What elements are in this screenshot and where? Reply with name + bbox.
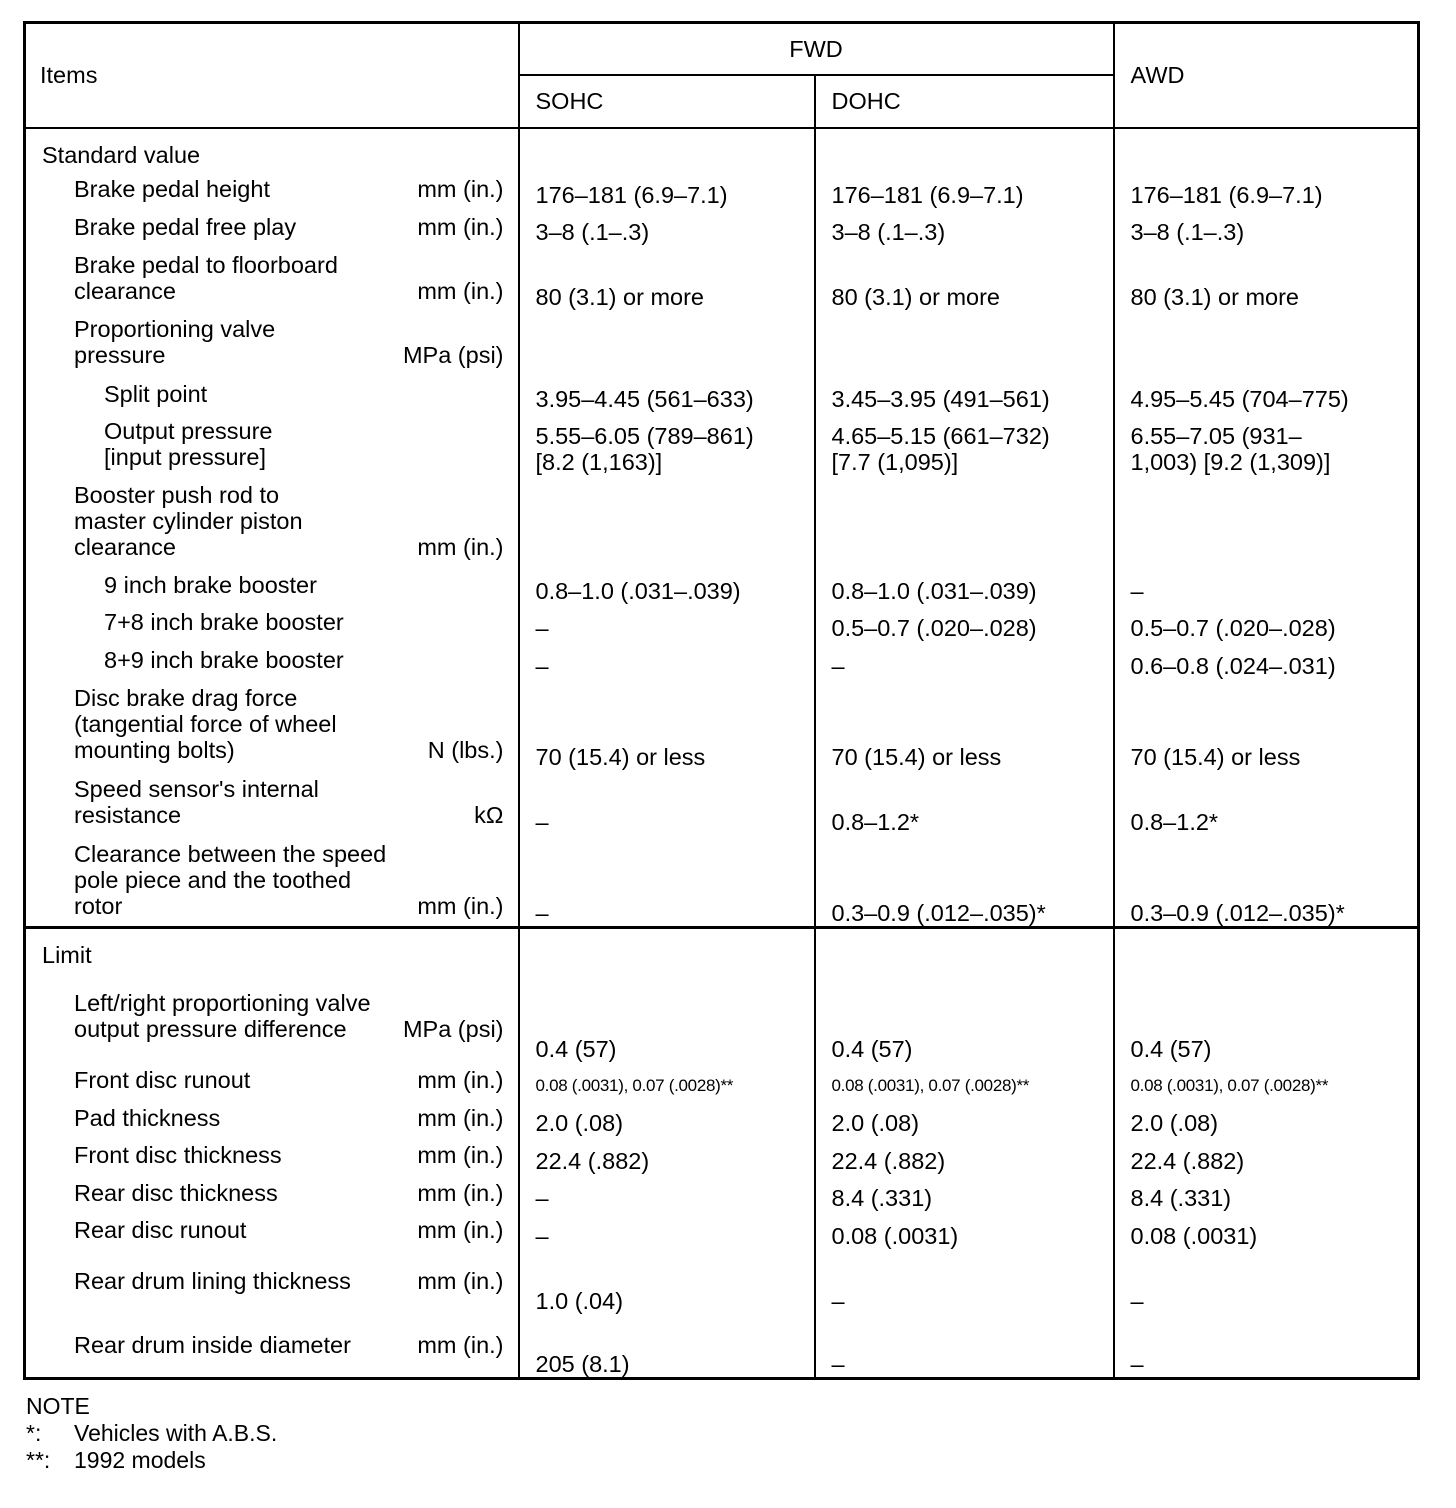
item-cell <box>25 770 519 835</box>
awd-value: 4.95–5.45 (704–775) <box>1130 386 1349 413</box>
dohc-cell <box>815 1174 1114 1211</box>
awd-value: – <box>1130 1287 1144 1314</box>
item-cell <box>25 1099 519 1136</box>
dohc-value: 80 (3.1) or more <box>831 284 1000 311</box>
item-cell <box>25 412 519 475</box>
item-label: Pad thickness <box>74 1104 221 1131</box>
item-unit: mm (in.) <box>417 893 504 920</box>
rows-limit <box>25 970 1419 1378</box>
awd-cell <box>1114 310 1419 375</box>
header-items: Items <box>25 23 519 128</box>
section-title-limit: Limit <box>42 941 92 968</box>
table-row <box>25 1099 1419 1136</box>
dohc-cell <box>815 835 1114 928</box>
section-title-standard: Standard value <box>42 141 201 168</box>
item-cell <box>25 1174 519 1211</box>
awd-cell <box>1114 604 1419 641</box>
awd-value: 0.08 (.0031), 0.07 (.0028)** <box>1130 1075 1329 1095</box>
table-row <box>25 1211 1419 1248</box>
sohc-value: 3.95–4.45 (561–633) <box>535 386 754 413</box>
dohc-cell <box>815 1136 1114 1173</box>
table-row <box>25 170 1419 207</box>
table-row <box>25 1249 1419 1314</box>
note-title: NOTE <box>26 1393 90 1419</box>
table-row <box>25 770 1419 835</box>
item-label: Clearance between the speed pole piece and the toothed rotor <box>74 841 387 920</box>
header-sohc: SOHC <box>519 75 815 128</box>
item-label: 9 inch brake booster <box>104 572 317 598</box>
table-row <box>25 604 1419 641</box>
table-row <box>25 245 1419 310</box>
item-unit: mm (in.) <box>417 1142 504 1169</box>
item-unit: mm (in.) <box>417 1067 504 1094</box>
item-unit: mm (in.) <box>417 1332 504 1359</box>
sohc-value: 80 (3.1) or more <box>535 284 704 311</box>
sohc-cell <box>519 475 815 566</box>
item-label: Brake pedal free play <box>74 213 297 240</box>
awd-value: 0.5–0.7 (.020–.028) <box>1130 615 1336 642</box>
dohc-cell <box>815 679 1114 770</box>
item-cell <box>25 1211 519 1248</box>
sohc-cell <box>519 1136 815 1173</box>
item-label: 7+8 inch brake booster <box>104 609 344 636</box>
item-label: Split point <box>104 380 208 407</box>
sohc-value: – <box>535 615 549 642</box>
awd-value: 80 (3.1) or more <box>1130 284 1299 311</box>
awd-value: 2.0 (.08) <box>1130 1110 1219 1137</box>
awd-cell <box>1114 970 1419 1061</box>
dohc-value: 0.3–0.9 (.012–.035)* <box>831 900 1046 927</box>
sohc-value: 70 (15.4) or less <box>535 743 706 770</box>
table-row <box>25 475 1419 566</box>
awd-value: 6.55–7.05 (931– 1,003) [9.2 (1,309)] <box>1130 423 1331 476</box>
item-unit: mm (in.) <box>417 533 504 560</box>
sohc-value: 2.0 (.08) <box>535 1110 624 1137</box>
item-label: Front disc runout <box>74 1067 251 1094</box>
awd-cell <box>1114 641 1419 678</box>
table-row <box>25 412 1419 475</box>
dohc-value: 0.4 (57) <box>831 1035 913 1062</box>
sohc-value: 0.08 (.0031), 0.07 (.0028)** <box>535 1075 734 1095</box>
table-row <box>25 1136 1419 1173</box>
notes <box>26 1393 277 1474</box>
dohc-cell <box>815 770 1114 835</box>
awd-cell <box>1114 245 1419 310</box>
dohc-cell <box>815 1314 1114 1379</box>
awd-cell <box>1114 1136 1419 1173</box>
dohc-cell <box>815 1211 1114 1248</box>
item-cell <box>25 245 519 310</box>
item-cell <box>25 835 519 928</box>
dohc-cell <box>815 1249 1114 1314</box>
dohc-value: 0.08 (.0031) <box>831 1222 959 1249</box>
sohc-value: 0.8–1.0 (.031–.039) <box>535 577 741 604</box>
item-cell <box>25 604 519 641</box>
item-label: Rear drum inside diameter <box>74 1332 351 1359</box>
item-unit: mm (in.) <box>417 277 504 304</box>
sohc-value: – <box>535 900 549 927</box>
dohc-cell <box>815 245 1114 310</box>
awd-value: 0.3–0.9 (.012–.035)* <box>1130 900 1345 927</box>
section-standard <box>25 128 1419 171</box>
item-label: Front disc thickness <box>74 1142 282 1169</box>
note-mark-2: **: <box>26 1447 51 1473</box>
dohc-cell <box>815 604 1114 641</box>
dohc-cell <box>815 475 1114 566</box>
item-label: Output pressure [input pressure] <box>104 417 273 470</box>
table-row <box>25 375 1419 412</box>
dohc-value: – <box>831 1351 845 1377</box>
sohc-cell <box>519 1211 815 1248</box>
item-cell <box>25 1249 519 1314</box>
item-cell <box>25 679 519 770</box>
awd-value: 0.4 (57) <box>1130 1035 1212 1062</box>
table-row <box>25 1314 1419 1379</box>
awd-cell <box>1114 1314 1419 1379</box>
awd-cell <box>1114 835 1419 928</box>
spec-table <box>23 21 1420 1380</box>
awd-value: – <box>1130 1351 1144 1377</box>
item-unit: mm (in.) <box>417 1268 504 1295</box>
dohc-value: – <box>831 652 845 679</box>
item-unit: mm (in.) <box>417 1179 504 1206</box>
awd-value: 176–181 (6.9–7.1) <box>1130 181 1323 208</box>
item-label: Booster push rod to master cylinder piston clearance <box>74 481 303 560</box>
table-row <box>25 310 1419 375</box>
item-cell <box>25 1136 519 1173</box>
dohc-cell <box>815 970 1114 1061</box>
awd-cell <box>1114 679 1419 770</box>
item-unit: mm (in.) <box>417 1104 504 1131</box>
item-unit: MPa (psi) <box>402 1015 504 1042</box>
awd-value: 0.8–1.2* <box>1130 808 1219 835</box>
header-awd: AWD <box>1114 23 1419 128</box>
dohc-value: 0.5–0.7 (.020–.028) <box>831 615 1037 642</box>
awd-cell <box>1114 1174 1419 1211</box>
table-row <box>25 1062 1419 1099</box>
item-cell <box>25 970 519 1061</box>
awd-cell <box>1114 1211 1419 1248</box>
awd-value: 0.6–0.8 (.024–.031) <box>1130 652 1336 679</box>
awd-value: – <box>1130 577 1144 604</box>
table-row <box>25 641 1419 678</box>
dohc-cell <box>815 170 1114 207</box>
sohc-cell <box>519 1314 815 1379</box>
sohc-cell <box>519 170 815 207</box>
sohc-value: – <box>535 1185 549 1212</box>
sohc-value: 0.4 (57) <box>535 1035 617 1062</box>
awd-cell <box>1114 1249 1419 1314</box>
item-unit: mm (in.) <box>417 213 504 240</box>
dohc-cell <box>815 310 1114 375</box>
table-row <box>25 835 1419 928</box>
sohc-value: 205 (8.1) <box>535 1351 630 1377</box>
sohc-cell <box>519 375 815 412</box>
dohc-cell <box>815 375 1114 412</box>
awd-value: 22.4 (.882) <box>1130 1147 1245 1174</box>
item-label: Disc brake drag force (tangential force of wheel mounting bolts) <box>74 685 337 764</box>
dohc-value: 0.8–1.0 (.031–.039) <box>831 577 1037 604</box>
dohc-cell <box>815 566 1114 603</box>
sohc-cell <box>519 835 815 928</box>
awd-cell <box>1114 208 1419 245</box>
sohc-cell <box>519 1099 815 1136</box>
note-text-2: 1992 models <box>74 1447 206 1473</box>
item-unit: MPa (psi) <box>402 342 504 369</box>
header-dohc: DOHC <box>815 75 1114 128</box>
awd-cell <box>1114 1062 1419 1099</box>
awd-cell <box>1114 170 1419 207</box>
section-limit <box>25 928 1419 971</box>
awd-cell <box>1114 566 1419 603</box>
sohc-value: – <box>535 1222 549 1249</box>
item-label: Brake pedal to floorboard clearance <box>74 251 338 304</box>
item-label: 8+9 inch brake booster <box>104 646 344 673</box>
table-row <box>25 679 1419 770</box>
dohc-value: 0.8–1.2* <box>831 808 920 835</box>
table-row <box>25 208 1419 245</box>
sohc-value: 3–8 (.1–.3) <box>535 219 650 246</box>
awd-value: 0.08 (.0031) <box>1130 1222 1258 1249</box>
dohc-value: 8.4 (.331) <box>831 1185 933 1212</box>
sohc-cell <box>519 566 815 603</box>
dohc-value: 2.0 (.08) <box>831 1110 920 1137</box>
awd-value: 8.4 (.331) <box>1130 1185 1232 1212</box>
item-cell <box>25 1062 519 1099</box>
sohc-value: 1.0 (.04) <box>535 1287 624 1314</box>
sohc-cell <box>519 412 815 475</box>
dohc-value: 176–181 (6.9–7.1) <box>831 181 1024 208</box>
dohc-cell <box>815 1099 1114 1136</box>
header-fwd: FWD <box>519 23 1114 76</box>
item-label: Brake pedal height <box>74 176 270 203</box>
dohc-value: 4.65–5.15 (661–732) [7.7 (1,095)] <box>831 423 1050 476</box>
sohc-value: – <box>535 808 549 835</box>
rows-standard <box>25 170 1419 927</box>
dohc-value: – <box>831 1287 845 1314</box>
sohc-cell <box>519 770 815 835</box>
item-label: Speed sensor's internal resistance <box>74 776 319 829</box>
item-label: Rear disc runout <box>74 1217 247 1244</box>
awd-cell <box>1114 1099 1419 1136</box>
table-row <box>25 566 1419 603</box>
dohc-cell <box>815 641 1114 678</box>
item-label: Proportioning valve pressure <box>74 316 276 369</box>
item-cell <box>25 208 519 245</box>
awd-cell <box>1114 375 1419 412</box>
sohc-value: – <box>535 652 549 679</box>
sohc-cell <box>519 208 815 245</box>
item-unit: N (lbs.) <box>427 737 504 764</box>
item-cell <box>25 1314 519 1379</box>
item-cell <box>25 475 519 566</box>
item-unit: kΩ <box>474 802 504 829</box>
dohc-cell <box>815 1062 1114 1099</box>
table-row <box>25 970 1419 1061</box>
item-unit: mm (in.) <box>417 176 504 203</box>
awd-value: 70 (15.4) or less <box>1130 743 1301 770</box>
note-text-1: Vehicles with A.B.S. <box>74 1420 278 1446</box>
sohc-cell <box>519 1062 815 1099</box>
item-label: Rear disc thickness <box>74 1179 278 1206</box>
table-row <box>25 1174 1419 1211</box>
sohc-cell <box>519 310 815 375</box>
item-cell <box>25 566 519 603</box>
awd-cell <box>1114 412 1419 475</box>
sohc-cell <box>519 604 815 641</box>
dohc-cell <box>815 208 1114 245</box>
dohc-value: 3–8 (.1–.3) <box>831 219 946 246</box>
item-cell <box>25 375 519 412</box>
note-line-1 <box>26 1420 277 1447</box>
sohc-value: 5.55–6.05 (789–861) [8.2 (1,163)] <box>535 423 754 476</box>
sohc-cell <box>519 1174 815 1211</box>
dohc-value: 0.08 (.0031), 0.07 (.0028)** <box>831 1075 1030 1095</box>
sohc-cell <box>519 970 815 1061</box>
item-cell <box>25 310 519 375</box>
item-unit: mm (in.) <box>417 1217 504 1244</box>
awd-cell <box>1114 475 1419 566</box>
sohc-value: 176–181 (6.9–7.1) <box>535 181 728 208</box>
dohc-cell <box>815 412 1114 475</box>
note-mark-1: *: <box>26 1420 42 1446</box>
awd-cell <box>1114 770 1419 835</box>
sohc-value: 22.4 (.882) <box>535 1147 650 1174</box>
note-line-2 <box>26 1447 277 1474</box>
item-cell <box>25 170 519 207</box>
awd-value: 3–8 (.1–.3) <box>1130 219 1245 246</box>
dohc-value: 3.45–3.95 (491–561) <box>831 386 1050 413</box>
item-label: Rear drum lining thickness <box>74 1268 351 1295</box>
sohc-cell <box>519 679 815 770</box>
dohc-value: 70 (15.4) or less <box>831 743 1002 770</box>
dohc-value: 22.4 (.882) <box>831 1147 946 1174</box>
sohc-cell <box>519 641 815 678</box>
sohc-cell <box>519 1249 815 1314</box>
item-label: Left/right proportioning valve output pressure difference <box>74 989 371 1042</box>
item-cell <box>25 641 519 678</box>
sohc-cell <box>519 245 815 310</box>
